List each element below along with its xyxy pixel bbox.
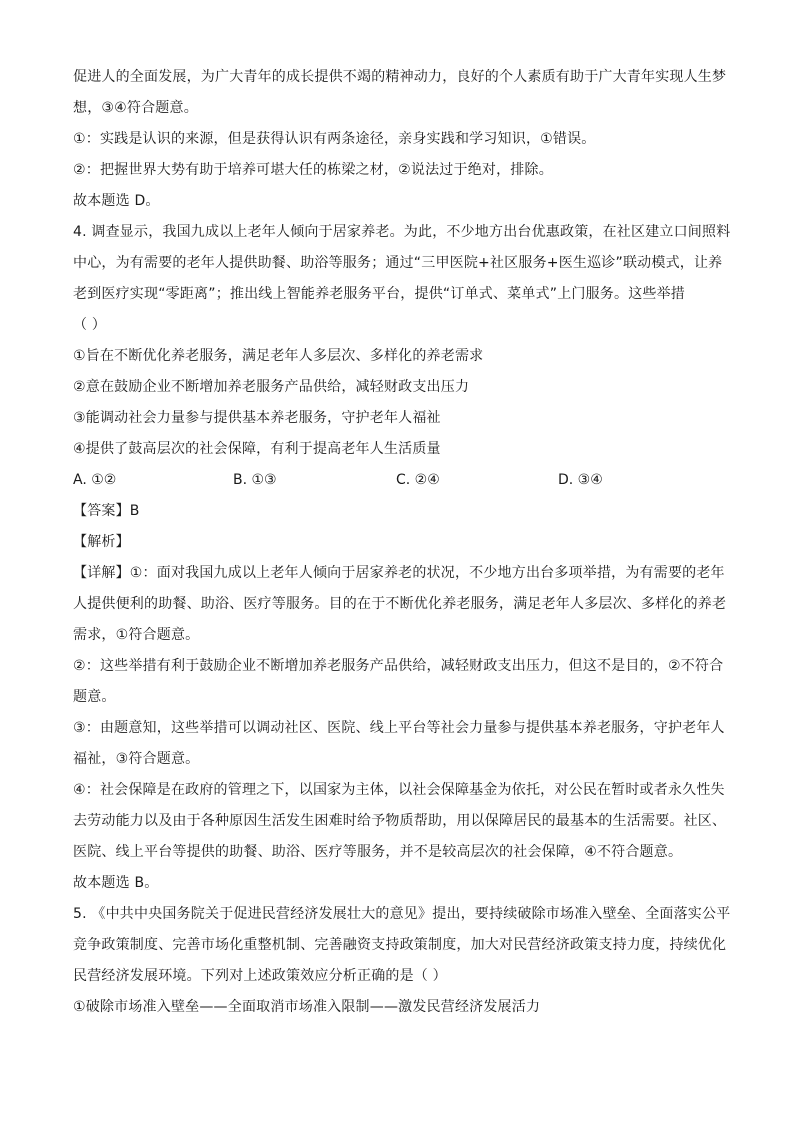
detail-line: ②：这些举措有利于鼓励企业不断增加养老服务产品供给，减轻财政支出压力，但这不是目的，②不符合 xyxy=(73,658,724,674)
detail-line: ④：社会保障是在政府的管理之下，以国家为主体，以社会保障基金为依托，对公民在暂时或者永久性失 xyxy=(73,782,725,798)
option-b: B. ①③ xyxy=(233,472,277,488)
detail-line: 福祉，③符合题意。 xyxy=(73,751,200,767)
detail-line: 题意。 xyxy=(73,689,116,705)
detail-line: 需求，①符合题意。 xyxy=(73,627,200,643)
detail-line: 医院、线上平台等提供的助餐、助浴、医疗等服务，并不是较高层次的社会保障，④不符合题意。 xyxy=(73,844,683,860)
detail-line: ③：由题意知，这些举措可以调动社区、医院、线上平台等社会力量参与提供基本养老服务，守护老年人 xyxy=(73,720,725,736)
text-line: ①：实践是认识的来源，但是获得认识有两条途径，亲身实践和学习知识，①错误。 xyxy=(73,131,596,147)
detail-line: 人提供便利的助餐、助浴、医疗等服务。目的在于不断优化养老服务，满足老年人多层次、多样化的养老 xyxy=(73,596,727,612)
conclusion-line: 故本题选 B。 xyxy=(73,875,159,891)
statement-1: ①旨在不断优化养老服务，满足老年人多层次、多样化的养老需求 xyxy=(73,348,484,364)
detail-line: 【详解】①：面对我国九成以上老年人倾向于居家养老的状况，不少地方出台多项举措，为有需要的老年 xyxy=(73,565,725,581)
answer-line: 【答案】B xyxy=(73,503,140,519)
text-line: 想，③④符合题意。 xyxy=(73,100,198,116)
text-line: 老到医疗实现“零距离”；推出线上智能养老服务平台，提供“订单式、菜单式”上门服务。这些举措 xyxy=(73,286,686,302)
option-c: C. ②④ xyxy=(396,472,440,488)
analysis-label: 【解析】 xyxy=(73,534,130,550)
text-line: 促进人的全面发展，为广大青年的成长提供不竭的精神动力，良好的个人素质有助于广大青年实现人生梦 xyxy=(73,69,727,85)
option-a: A. ①② xyxy=(73,472,117,488)
detail-line: 去劳动能力以及由于各种原因生活发生困难时给予物质帮助，用以保障居民的最基本的生活需要。社区、 xyxy=(73,813,727,829)
statement-4: ④提供了鼓高层次的社会保障，有利于提高老年人生活质量 xyxy=(73,441,441,457)
text-line: ②：把握世界大势有助于培养可堪大任的栋梁之材，②说法过于绝对，排除。 xyxy=(73,162,553,178)
text-line: 民营经济发展环境。下列对上述政策效应分析正确的是（ ） xyxy=(73,968,447,984)
answer-blank: （ ） xyxy=(73,317,107,333)
text-line: 中心，为有需要的老年人提供助餐、助浴等服务；通过“三甲医院+社区服务+医生巡诊”联动模式，让养 xyxy=(73,255,723,271)
document-page xyxy=(73,62,731,1023)
statement-3: ③能调动社会力量参与提供基本养老服务，守护老年人福祉 xyxy=(73,410,441,426)
text-line: 竞争政策制度、完善市场化重整机制、完善融资支持政策制度，加大对民营经济政策支持力度，持续优化 xyxy=(73,937,727,953)
text-line: 故本题选 D。 xyxy=(73,193,160,209)
answer-options xyxy=(73,465,723,496)
question-5-stem: 5. 《中共中央国务院关于促进民营经济发展壮大的意见》提出，要持续破除市场准入壁垒、全面落实公平 xyxy=(73,906,731,922)
statement-1: ①破除市场准入壁垒——全面取消市场准入限制——激发民营经济发展活力 xyxy=(73,999,541,1015)
statement-2: ②意在鼓励企业不断增加养老服务产品供给，减轻财政支出压力 xyxy=(73,379,470,395)
option-d: D. ③④ xyxy=(558,472,603,488)
question-4-stem: 4. 调查显示，我国九成以上老年人倾向于居家养老。为此，不少地方出台优惠政策，在社区建立口间照料 xyxy=(73,224,731,240)
